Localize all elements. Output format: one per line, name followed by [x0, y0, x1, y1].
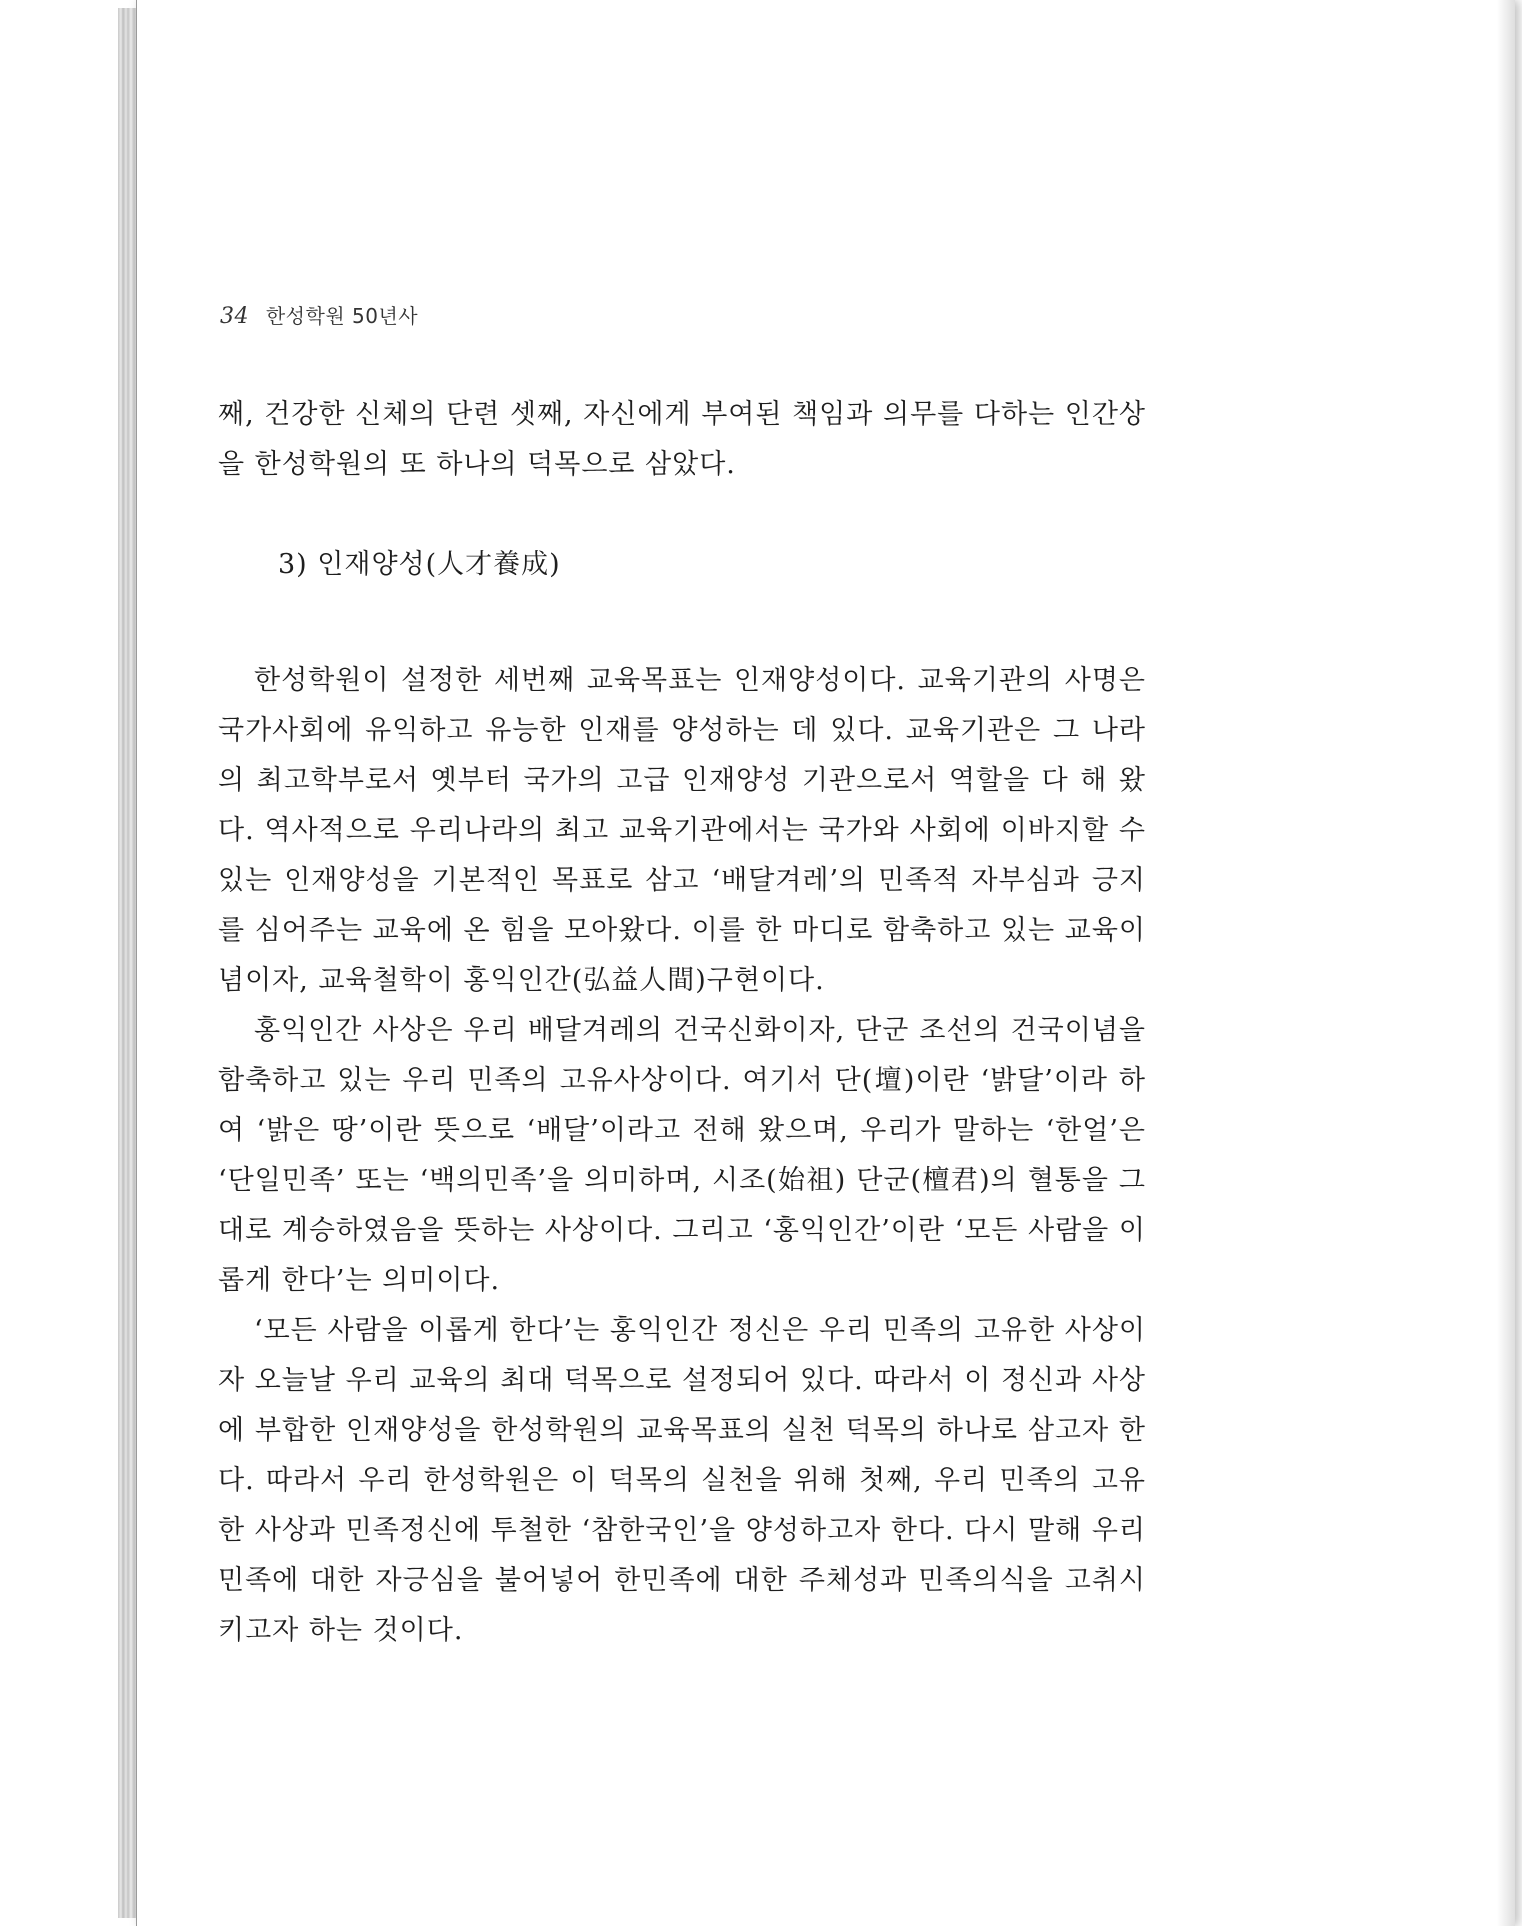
running-title: 한성학원 50년사	[265, 304, 419, 328]
body-paragraph-2: 홍익인간 사상은 우리 배달겨레의 건국신화이자, 단군 조선의 건국이념을 함축하고 있는 우리 민족의 고유사상이다. 여기서 단(壇)이란 ‘밝달’이라 하여 ‘밝은 땅’이란 뜻으로 ‘배달’이라고 전해 왔으며, 우리가 말하는 ‘한얼’은 ‘단일민족’ 또는 ‘백의민족’을 의미하며, 시조(始祖) 단군(檀君)의 혈통을 그대로 계승하였음을 뜻하는 사상이다. 그리고 ‘홍익인간’이란 ‘모든 사람을 이롭게 한다’는 의미이다.	[218, 1015, 1146, 1296]
body-paragraph-1: 한성학원이 설정한 세번째 교육목표는 인재양성이다. 교육기관의 사명은 국가사회에 유익하고 유능한 인재를 양성하는 데 있다. 교육기관은 그 나라의 최고학부로서 옛부터 국가의 고급 인재양성 기관으로서 역할을 다 해 왔다. 역사적으로 우리나라의 최고 교육기관에서는 국가와 사회에 이바지할 수 있는 인재양성을 기본적인 목표로 삼고 ‘배달겨레’의 민족적 자부심과 긍지를 심어주는 교육에 온 힘을 모아왔다. 이를 한 마디로 함축하고 있는 교육이념이자, 교육철학이 홍익인간(弘益人間)구현이다.	[218, 665, 1146, 996]
section-heading: 3) 인재양성(人才養成)	[278, 549, 561, 580]
intro-paragraph: 째, 건강한 신체의 단련 셋째, 자신에게 부여된 책임과 의무를 다하는 인간상을 한성학원의 또 하나의 덕목으로 삼았다.	[218, 399, 1146, 480]
page-number: 34	[220, 304, 249, 329]
page-body	[218, 390, 1146, 1656]
running-header	[220, 300, 418, 329]
body-paragraph-3: ‘모든 사람을 이롭게 한다’는 홍익인간 정신은 우리 민족의 고유한 사상이자 오늘날 우리 교육의 최대 덕목으로 설정되어 있다. 따라서 이 정신과 사상에 부합한 인재양성을 한성학원의 교육목표의 실천 덕목의 하나로 삼고자 한다. 따라서 우리 한성학원은 이 덕목의 실천을 위해 첫째, 우리 민족의 고유한 사상과 민족정신에 투철한 ‘참한국인’을 양성하고자 한다. 다시 말해 우리 민족에 대한 자긍심을 불어넣어 한민족에 대한 주체성과 민족의식을 고취시키고자 하는 것이다.	[218, 1315, 1146, 1646]
